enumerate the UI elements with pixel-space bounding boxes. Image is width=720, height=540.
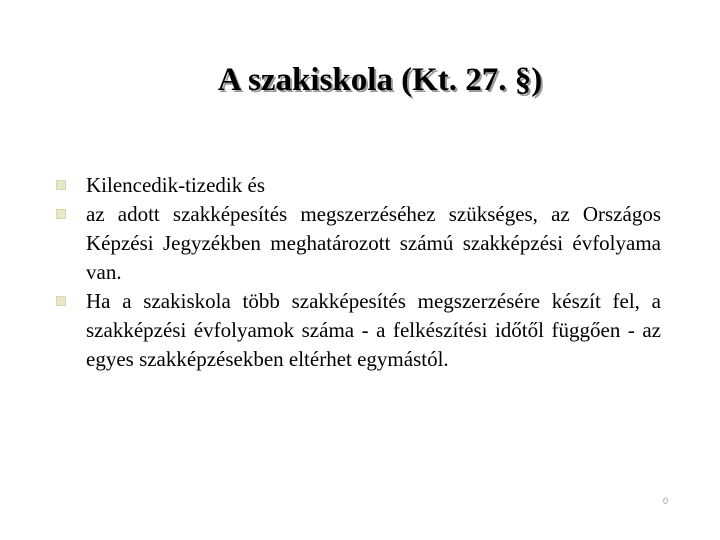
bullet-text: Kilencedik-tizedik és	[86, 173, 266, 197]
bullet-text: az adott szakképesítés megszerzéséhez szükséges, az Országos Képzési Jegyzékben meghatározott számú szakképzési évfolyama van.	[86, 202, 661, 284]
bullet-item	[56, 171, 661, 200]
square-bullet-icon	[56, 296, 66, 306]
page-number: 0	[662, 496, 668, 506]
square-bullet-icon	[56, 180, 66, 190]
square-bullet-icon	[56, 209, 66, 219]
bullet-item	[56, 200, 661, 287]
bullet-list	[56, 171, 661, 374]
slide-title: A szakiskola (Kt. 27. §)	[217, 62, 543, 98]
bullet-text: Ha a szakiskola több szakképesítés megszerzésére készít fel, a szakképzési évfolyamok száma - a felkészítési időtől függően - az egyes szakképzésekben eltérhet egymástól.	[86, 289, 661, 371]
bullet-item	[56, 287, 661, 374]
